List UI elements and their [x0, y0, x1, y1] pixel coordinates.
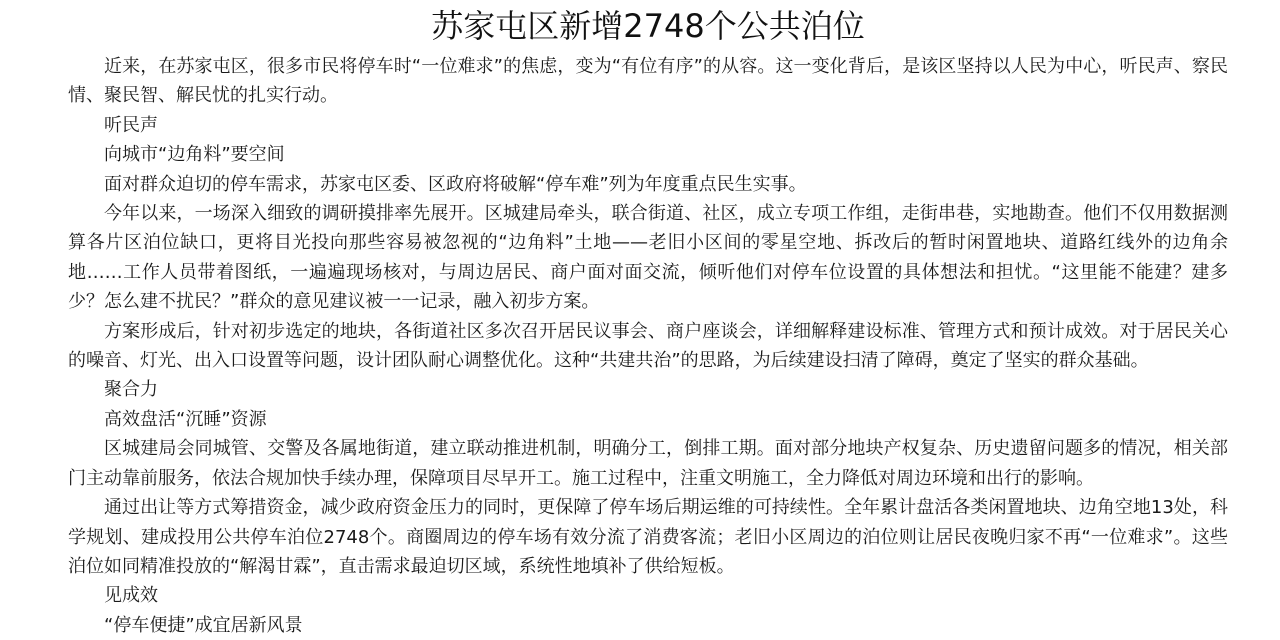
section-subheading-corners: 向城市“边角料”要空间 — [104, 144, 285, 166]
section-subheading-resources: 高效盘活“沉睡”资源 — [104, 408, 267, 430]
paragraph-mechanism: 区城建局会同城管、交警及各属地街道，建立联动推进机制，明确分工，倒排工期。面对部分地块产权复杂、历史遗留问题多的情况，相关部门主动靠前服务，依法合规加快手续办理，保障项目尽早开工。施工过程中，注重文明施工，全力降低对周边环境和出行的影响。 — [68, 438, 1228, 489]
paragraph-survey: 今年以来，一场深入细致的调研摸排率先展开。区城建局牵头，联合街道、社区，成立专项工作组，走街串巷，实地勘查。他们不仅用数据测算各片区泊位缺口，更将目光投向那些容易被忽视的“边角料”土地——老旧小区间的零星空地、拆改后的暂时闲置地块、道路红线外的边角余地……工作人员带着图纸，一遍遍现场核对，与周边居民、商户面对面交流，倾听他们对停车位设置的具体想法和担忧。“这里能不能建？建多少？怎么建不扰民？”群众的意见建议被一一记录，融入初步方案。 — [68, 203, 1228, 313]
section-heading-listen: 听民声 — [104, 114, 158, 136]
section-heading-cooperate: 聚合力 — [104, 379, 158, 401]
article-title: 苏家屯区新增2748个公共泊位 — [431, 7, 865, 45]
section-heading-results: 见成效 — [104, 585, 158, 607]
paragraph-plan: 方案形成后，针对初步选定的地块，各街道社区多次召开居民议事会、商户座谈会，详细解释建设标准、管理方式和预计成效。对于居民关心的噪音、灯光、出入口设置等问题，设计团队耐心调整优化。这种“共建共治”的思路，为后续建设扫清了障碍，奠定了坚实的群众基础。 — [68, 320, 1228, 372]
paragraph-intro: 近来，在苏家屯区，很多市民将停车时“一位难求”的焦虑，变为“有位有序”的从容。这一变化背后，是该区坚持以人民为中心，听民声、察民情、聚民智、解民忧的扎实行动。 — [68, 56, 1228, 107]
paragraph-demand: 面对群众迫切的停车需求，苏家屯区委、区政府将破解“停车难”列为年度重点民生实事。 — [104, 173, 807, 195]
paragraph-funding: 通过出让等方式筹措资金，减少政府资金压力的同时，更保障了停车场后期运维的可持续性。全年累计盘活各类闲置地块、边角空地13处，科学规划、建成投用公共停车泊位2748个。商圈周边的停车场有效分流了消费客流；老旧小区周边的泊位则让居民夜晚归家不再“一位难求”。这些泊位如同精准投放的“解渴甘霖”，直击需求最迫切区域，系统性地填补了供给短板。 — [68, 497, 1228, 577]
article — [68, 0, 1228, 640]
section-subheading-convenience: “停车便捷”成宜居新风景 — [104, 614, 303, 636]
